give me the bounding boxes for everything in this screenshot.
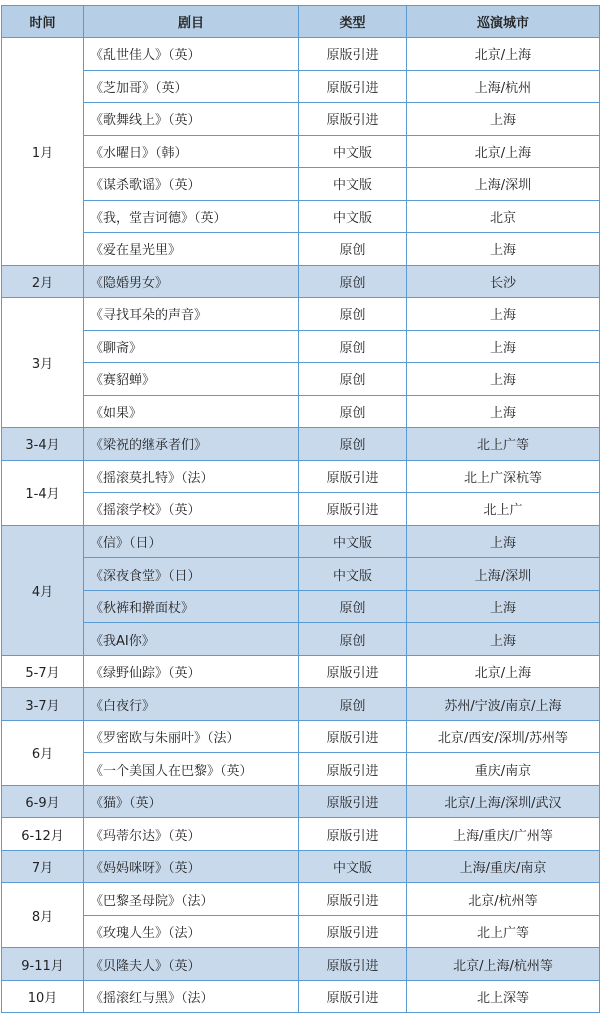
title-cell: 《玛蒂尔达》（英） — [84, 818, 299, 851]
cities-cell: 上海 — [407, 330, 600, 363]
cities-cell: 上海 — [407, 103, 600, 136]
time-cell: 8月 — [2, 883, 84, 948]
type-cell: 原版引进 — [299, 493, 407, 526]
header-title: 剧目 — [84, 6, 299, 38]
type-cell: 原版引进 — [299, 915, 407, 948]
cities-cell: 北上广深杭等 — [407, 460, 600, 493]
table-row — [2, 785, 600, 818]
cities-cell: 上海/重庆/广州等 — [407, 818, 600, 851]
cities-cell: 上海/深圳 — [407, 558, 600, 591]
title-cell: 《隐婚男女》 — [84, 265, 299, 298]
type-cell: 原版引进 — [299, 948, 407, 981]
type-cell: 原创 — [299, 330, 407, 363]
table-row — [2, 948, 600, 981]
title-cell: 《我AI你》 — [84, 623, 299, 656]
title-cell: 《摇滚学校》（英） — [84, 493, 299, 526]
cities-cell: 北京/上海 — [407, 655, 600, 688]
musical-schedule-table — [1, 5, 600, 1013]
title-cell: 《罗密欧与朱丽叶》（法） — [84, 720, 299, 753]
title-cell: 《聊斋》 — [84, 330, 299, 363]
time-cell: 3-7月 — [2, 688, 84, 721]
table-row — [2, 980, 600, 1013]
title-cell: 《猫》（英） — [84, 785, 299, 818]
type-cell: 中文版 — [299, 168, 407, 201]
title-cell: 《我，堂吉诃德》（英） — [84, 200, 299, 233]
cities-cell: 上海 — [407, 590, 600, 623]
table-row — [2, 330, 600, 363]
table-row — [2, 590, 600, 623]
table-row — [2, 753, 600, 786]
title-cell: 《梁祝的继承者们》 — [84, 428, 299, 461]
title-cell: 《贝隆夫人》（英） — [84, 948, 299, 981]
table-row — [2, 818, 600, 851]
title-cell: 《巴黎圣母院》（法） — [84, 883, 299, 916]
type-cell: 原创 — [299, 395, 407, 428]
cities-cell: 苏州/宁波/南京/上海 — [407, 688, 600, 721]
title-cell: 《赛貂蝉》 — [84, 363, 299, 396]
type-cell: 原创 — [299, 298, 407, 331]
title-cell: 《摇滚莫扎特》（法） — [84, 460, 299, 493]
type-cell: 原创 — [299, 428, 407, 461]
type-cell: 原创 — [299, 688, 407, 721]
type-cell: 中文版 — [299, 525, 407, 558]
title-cell: 《玫瑰人生》（法） — [84, 915, 299, 948]
title-cell: 《一个美国人在巴黎》（英） — [84, 753, 299, 786]
title-cell: 《信》（日） — [84, 525, 299, 558]
time-cell: 3-4月 — [2, 428, 84, 461]
title-cell: 《绿野仙踪》（英） — [84, 655, 299, 688]
cities-cell: 上海/深圳 — [407, 168, 600, 201]
title-cell: 《如果》 — [84, 395, 299, 428]
table-row — [2, 623, 600, 656]
type-cell: 中文版 — [299, 558, 407, 591]
table-row — [2, 655, 600, 688]
table-row — [2, 70, 600, 103]
title-cell: 《摇滚红与黑》（法） — [84, 980, 299, 1013]
title-cell: 《爱在星光里》 — [84, 233, 299, 266]
cities-cell: 上海/杭州 — [407, 70, 600, 103]
table-row — [2, 688, 600, 721]
title-cell: 《深夜食堂》（日） — [84, 558, 299, 591]
title-cell: 《歌舞线上》（英） — [84, 103, 299, 136]
time-cell: 7月 — [2, 850, 84, 883]
time-cell: 5-7月 — [2, 655, 84, 688]
type-cell: 中文版 — [299, 200, 407, 233]
header-row — [2, 6, 600, 38]
table-row — [2, 395, 600, 428]
header-cities: 巡演城市 — [407, 6, 600, 38]
cities-cell: 长沙 — [407, 265, 600, 298]
table-row — [2, 915, 600, 948]
table-row — [2, 233, 600, 266]
title-cell: 《乱世佳人》（英） — [84, 38, 299, 71]
type-cell: 原创 — [299, 233, 407, 266]
cities-cell: 北京/上海 — [407, 38, 600, 71]
table-row — [2, 428, 600, 461]
type-cell: 原创 — [299, 265, 407, 298]
table-row — [2, 103, 600, 136]
table-row — [2, 200, 600, 233]
title-cell: 《谋杀歌谣》（英） — [84, 168, 299, 201]
time-cell: 6-9月 — [2, 785, 84, 818]
table-row — [2, 135, 600, 168]
table-row — [2, 363, 600, 396]
time-cell: 9-11月 — [2, 948, 84, 981]
time-cell: 1月 — [2, 38, 84, 266]
cities-cell: 北京/上海 — [407, 135, 600, 168]
header-time: 时间 — [2, 6, 84, 38]
type-cell: 原版引进 — [299, 720, 407, 753]
cities-cell: 上海/重庆/南京 — [407, 850, 600, 883]
type-cell: 原版引进 — [299, 103, 407, 136]
time-cell: 1-4月 — [2, 460, 84, 525]
table-row — [2, 558, 600, 591]
title-cell: 《妈妈咪呀》（英） — [84, 850, 299, 883]
type-cell: 原创 — [299, 590, 407, 623]
table-row — [2, 38, 600, 71]
cities-cell: 北京 — [407, 200, 600, 233]
time-cell: 4月 — [2, 525, 84, 655]
time-cell: 3月 — [2, 298, 84, 428]
table-row — [2, 850, 600, 883]
time-cell: 10月 — [2, 980, 84, 1013]
cities-cell: 上海 — [407, 623, 600, 656]
cities-cell: 上海 — [407, 233, 600, 266]
cities-cell: 北京/西安/深圳/苏州等 — [407, 720, 600, 753]
table-row — [2, 525, 600, 558]
type-cell: 原版引进 — [299, 818, 407, 851]
table-body — [2, 38, 600, 1013]
cities-cell: 上海 — [407, 298, 600, 331]
type-cell: 原创 — [299, 623, 407, 656]
type-cell: 原版引进 — [299, 883, 407, 916]
table-row — [2, 720, 600, 753]
table-row — [2, 168, 600, 201]
title-cell: 《芝加哥》（英） — [84, 70, 299, 103]
type-cell: 原版引进 — [299, 785, 407, 818]
type-cell: 原版引进 — [299, 460, 407, 493]
cities-cell: 北上广 — [407, 493, 600, 526]
type-cell: 原版引进 — [299, 38, 407, 71]
table-row — [2, 460, 600, 493]
cities-cell: 北上深等 — [407, 980, 600, 1013]
time-cell: 6月 — [2, 720, 84, 785]
title-cell: 《白夜行》 — [84, 688, 299, 721]
title-cell: 《秋裤和擀面杖》 — [84, 590, 299, 623]
type-cell: 原创 — [299, 363, 407, 396]
type-cell: 原版引进 — [299, 753, 407, 786]
time-cell: 2月 — [2, 265, 84, 298]
type-cell: 中文版 — [299, 135, 407, 168]
table-row — [2, 298, 600, 331]
cities-cell: 上海 — [407, 525, 600, 558]
table-row — [2, 883, 600, 916]
table-row — [2, 265, 600, 298]
cities-cell: 北京/上海/杭州等 — [407, 948, 600, 981]
cities-cell: 上海 — [407, 395, 600, 428]
type-cell: 中文版 — [299, 850, 407, 883]
title-cell: 《水曜日》（韩） — [84, 135, 299, 168]
type-cell: 原版引进 — [299, 980, 407, 1013]
cities-cell: 重庆/南京 — [407, 753, 600, 786]
time-cell: 6-12月 — [2, 818, 84, 851]
cities-cell: 北上广等 — [407, 428, 600, 461]
table-row — [2, 493, 600, 526]
type-cell: 原版引进 — [299, 70, 407, 103]
title-cell: 《寻找耳朵的声音》 — [84, 298, 299, 331]
cities-cell: 北京/杭州等 — [407, 883, 600, 916]
header-type: 类型 — [299, 6, 407, 38]
cities-cell: 北京/上海/深圳/武汉 — [407, 785, 600, 818]
cities-cell: 北上广等 — [407, 915, 600, 948]
cities-cell: 上海 — [407, 363, 600, 396]
type-cell: 原版引进 — [299, 655, 407, 688]
